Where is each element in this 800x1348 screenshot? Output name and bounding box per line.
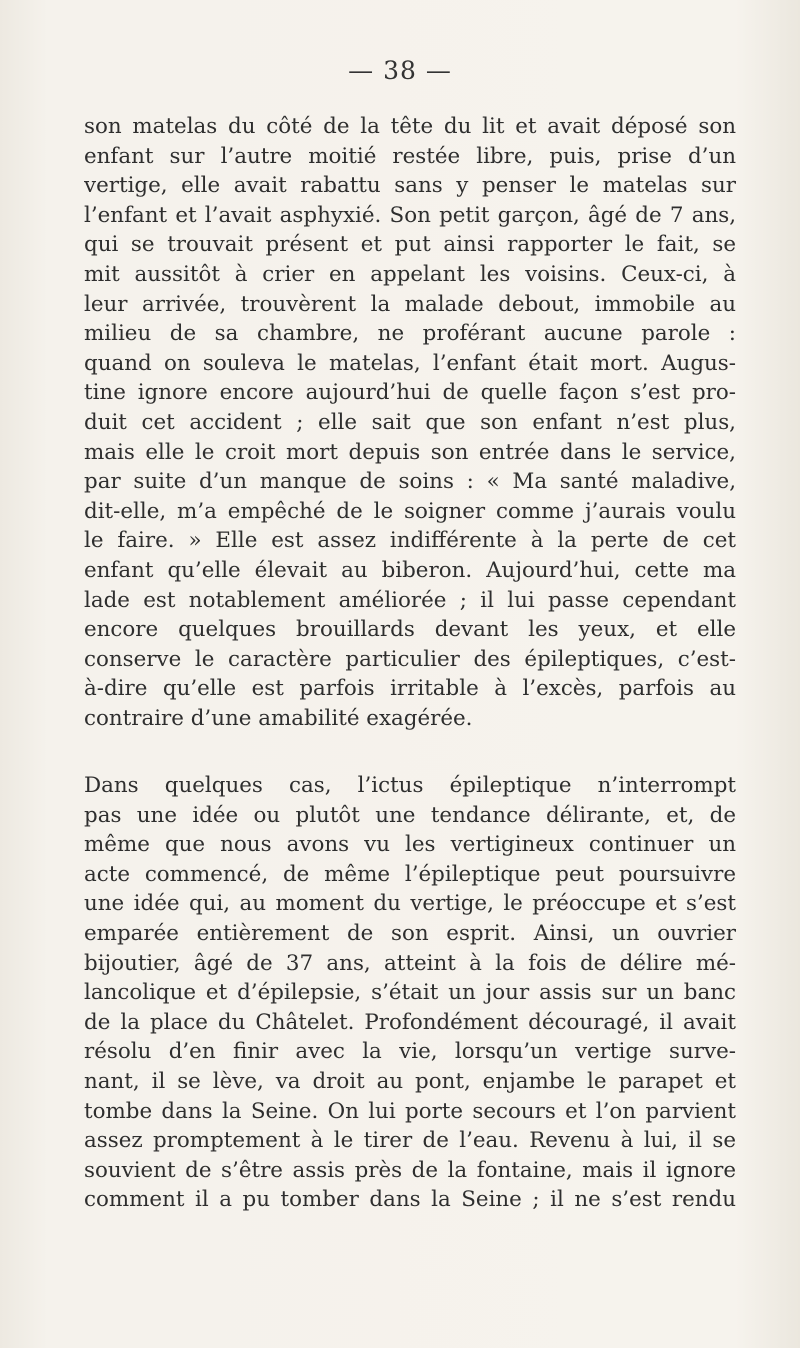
text-line: comment il a pu tomber dans la Seine ; il ne s’est rendu [84,1187,736,1213]
text-line: enfant sur l’autre moitié restée libre, puis, prise d’un [84,143,736,169]
text-line: nant, il se lève, va droit au pont, enjambe le parapet et [84,1068,736,1094]
paragraph-2 [84,771,736,1215]
text-line: quand on souleva le matelas, l’enfant était mort. Augus- [84,350,736,376]
text-line: lancolique et d’épilepsie, s’était un jour assis sur un banc [84,980,736,1006]
text-line: pas une idée ou plutôt une tendance délirante, et, de [84,802,736,828]
text-line: souvient de s’être assis près de la fontaine, mais il ignore [84,1157,736,1183]
text-line: l’enfant et l’avait asphyxié. Son petit garçon, âgé de 7 ans, [84,202,736,228]
text-line: assez promptement à le tirer de l’eau. Revenu à lui, il se [84,1128,736,1154]
text-line: mais elle le croit mort depuis son entrée dans le service, [84,439,736,465]
text-line: mit aussitôt à crier en appelant les voisins. Ceux-ci, à [84,261,736,287]
text-line: duit cet accident ; elle sait que son enfant n’est plus, [84,409,736,435]
text-line: encore quelques brouillards devant les yeux, et elle [84,617,736,643]
text-line: résolu d’en finir avec la vie, lorsqu’un vertige surve- [84,1039,736,1065]
text-line: Dans quelques cas, l’ictus épileptique n’interrompt [84,773,736,798]
text-line: conserve le caractère particulier des épileptiques, c’est- [84,646,736,672]
text-line: son matelas du côté de la tête du lit et avait déposé son [84,114,736,139]
text-line: lade est notablement améliorée ; il lui passe cependant [84,587,736,613]
text-line: même que nous avons vu les vertigineux continuer un [84,832,736,858]
text-line: contraire d’une amabilité exagérée. [84,705,473,731]
text-line: tine ignore encore aujourd’hui de quelle façon s’est pro- [84,380,736,406]
paragraph-1 [84,112,736,733]
text-line: acte commencé, de même l’épileptique peut poursuivre [84,861,736,887]
text-line: à-dire qu’elle est parfois irritable à l’excès, parfois au [84,676,736,702]
text-line: qui se trouvait présent et put ainsi rapporter le fait, se [84,232,736,258]
text-line: milieu de sa chambre, ne proférant aucune parole : [84,321,736,347]
text-line: une idée qui, au moment du vertige, le préoccupe et s’est [84,891,736,917]
text-line: bijoutier, âgé de 37 ans, atteint à la fois de délire mé- [84,950,736,976]
page-number: — 38 — [348,56,452,85]
text-line: enfant qu’elle élevait au biberon. Aujourd’hui, cette ma [84,557,736,583]
text-line: dit-elle, m’a empêché de le soigner comme j’aurais voulu [84,498,736,524]
text-line: leur arrivée, trouvèrent la malade debout, immobile au [84,291,736,317]
text-line: vertige, elle avait rabattu sans y penser le matelas sur [84,173,736,199]
text-line: de la place du Châtelet. Profondément découragé, il avait [84,1009,736,1035]
text-line: par suite d’un manque de soins : « Ma santé maladive, [84,469,736,495]
text-line: tombe dans la Seine. On lui porte secours et l’on parvient [84,1098,736,1124]
text-line: emparée entièrement de son esprit. Ainsi, un ouvrier [84,920,736,946]
text-line: le faire. » Elle est assez indifférente à la perte de cet [84,528,736,554]
